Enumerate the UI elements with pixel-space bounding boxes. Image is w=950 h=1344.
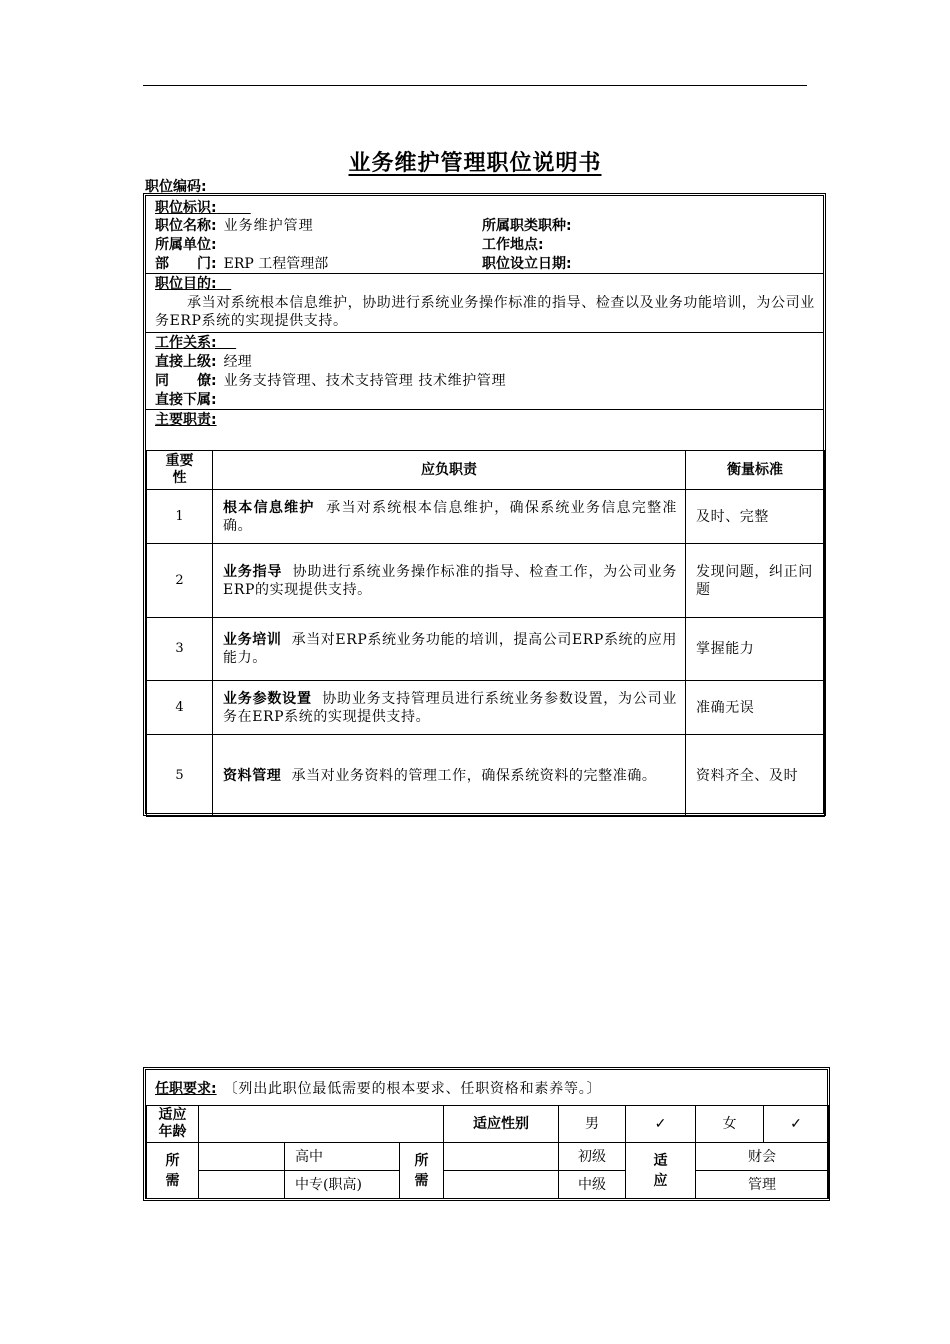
duty-title: 业务指导 [223, 563, 283, 580]
gender-female: 女 [696, 1106, 764, 1143]
duty-title: 业务参数设置 [223, 690, 312, 707]
row-number: 4 [147, 681, 213, 735]
superior-value: 经理 [223, 354, 252, 370]
edu-option: 中专(职高) [285, 1171, 400, 1199]
peer-label: 同 僚: [155, 373, 217, 389]
category-label: 所属职类职种: [482, 218, 572, 234]
requirements-box [143, 1067, 830, 1201]
table-row [147, 1143, 829, 1171]
peer-value: 业务支持管理、技术支持管理 技术维护管理 [223, 373, 507, 389]
dept-label: 部 门: [155, 256, 217, 272]
row-number: 2 [147, 544, 213, 618]
importance-header: 重要性 [147, 451, 213, 490]
duty-cell [213, 544, 686, 618]
document-title: 业务维护管理职位说明书 [348, 151, 602, 176]
duty-text: 协助业务支持管理员进行系统业务参数设置，为公司业务在ERP系统的实现提供支持。 [223, 690, 677, 725]
purpose-heading: 职位目的: [155, 276, 217, 292]
duty-cell [213, 681, 686, 735]
edu-option: 高中 [285, 1143, 400, 1171]
duties-header-row [147, 451, 825, 490]
standard-header: 衡量标准 [686, 451, 825, 490]
table-row [147, 618, 825, 681]
divider [146, 409, 823, 410]
duty-title: 业务培训 [223, 632, 282, 648]
standard-cell: 发现问题，纠正问题 [686, 544, 825, 618]
relations-heading: 工作关系: [155, 335, 217, 351]
level-option: 中级 [559, 1171, 626, 1199]
requirements-heading: 任职要求: [155, 1081, 217, 1097]
row-number: 1 [147, 490, 213, 544]
table-row [147, 681, 825, 735]
requirements-note: 〔列出此职位最低需要的根本要求、任职资格和素养等。〕 [223, 1081, 602, 1097]
gender-male: 男 [559, 1106, 626, 1143]
age-label: 适应年龄 [147, 1106, 199, 1143]
description-box [143, 193, 826, 816]
empty-cell [199, 1143, 285, 1171]
field-option: 管理 [696, 1171, 829, 1199]
location-label: 工作地点: [482, 237, 544, 253]
level-option: 初级 [559, 1143, 626, 1171]
need-label: 所需 [400, 1143, 444, 1199]
standard-cell: 准确无误 [686, 681, 825, 735]
duty-text: 承当对业务资料的管理工作，确保系统资料的完整准确。 [291, 767, 657, 784]
table-row [147, 1171, 829, 1199]
duties-heading: 主要职责: [155, 412, 217, 428]
subordinate-label: 直接下属: [155, 392, 217, 408]
table-row [147, 490, 825, 544]
duty-cell [213, 490, 686, 544]
purpose-text: 承当对系统根本信息维护，协助进行系统业务操作标准的指导、检查以及业务功能培训，为公司业务ERP系统的实现提供支持。 [155, 295, 815, 329]
position-name-value: 业务维护管理 [223, 218, 314, 234]
empty-cell [444, 1171, 559, 1199]
divider [146, 332, 823, 333]
dept-value: ERP 工程管理部 [223, 256, 329, 272]
standard-cell: 掌握能力 [686, 618, 825, 681]
empty-cell [199, 1171, 285, 1199]
need-label: 所需 [147, 1143, 199, 1199]
duty-text: 协助进行系统业务操作标准的指导、检查工作，为公司业务ERP的实现提供支持。 [223, 563, 677, 598]
duty-cell [213, 618, 686, 681]
date-label: 职位设立日期: [482, 256, 572, 272]
standard-cell: 资料齐全、及时 [686, 735, 825, 817]
table-row [147, 735, 825, 817]
checkmark-icon: ✓ [764, 1106, 829, 1143]
duty-text: 承当对ERP系统业务功能的培训，提高公司ERP系统的应用能力。 [223, 632, 677, 666]
fit-label: 适应 [626, 1143, 696, 1199]
header-rule [143, 85, 807, 86]
gender-label: 适应性别 [444, 1106, 559, 1143]
position-code-label: 职位编码: [145, 179, 207, 195]
requirements-grid [146, 1105, 828, 1198]
position-name-label: 职位名称: [155, 218, 217, 234]
table-row [147, 1106, 829, 1143]
duty-header: 应负职责 [213, 451, 686, 490]
duty-title: 根本信息维护 [223, 499, 315, 516]
duties-table [146, 450, 825, 817]
divider [146, 273, 823, 274]
row-number: 5 [147, 735, 213, 817]
standard-cell: 及时、完整 [686, 490, 825, 544]
checkmark-icon: ✓ [626, 1106, 696, 1143]
duty-cell [213, 735, 686, 817]
superior-label: 直接上级: [155, 354, 217, 370]
identification-heading: 职位标识: [155, 200, 217, 216]
age-value-cell [199, 1106, 444, 1143]
table-row [147, 544, 825, 618]
row-number: 3 [147, 618, 213, 681]
field-option: 财会 [696, 1143, 829, 1171]
requirements-table [146, 1105, 829, 1199]
duty-title: 资料管理 [223, 767, 282, 784]
unit-label: 所属单位: [155, 237, 217, 253]
empty-cell [444, 1143, 559, 1171]
duty-text: 承当对系统根本信息维护，确保系统业务信息完整准确。 [223, 499, 677, 534]
